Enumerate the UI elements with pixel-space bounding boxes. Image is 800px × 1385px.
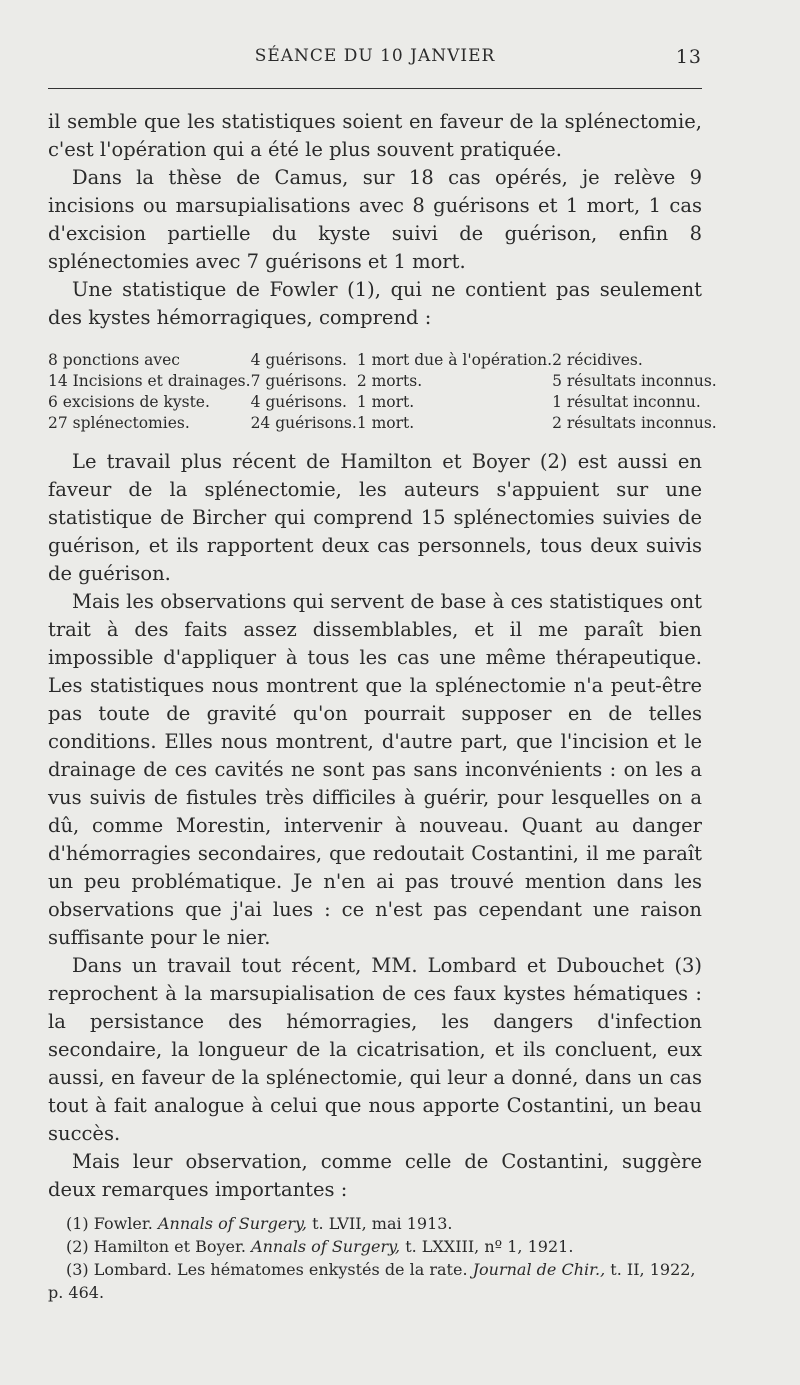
paragraph-4: Le travail plus récent de Hamilton et Boyer (2) est aussi en faveur de la splénectomie, les auteurs s'appuient sur une statistique de Bircher qui comprend 15 splénectomies suivies de guérison, et ils rapportent deux cas personnels, tous deux suivis de guérison. xyxy=(48,450,702,585)
running-head-title: SÉANCE DU 10 JANVIER xyxy=(254,46,496,66)
paragraph-5: Mais les observations qui servent de base à ces statistiques ont trait à des faits assez dissemblables, et il me paraît bien impossible d'appliquer à tous les cas une même thérapeutique. Les statistiques nous montrent que la splénectomie n'a peut-être pas toute de gravité qu'on pourrait supposer en de telles conditions. Elles nous montrent, d'autre part, que l'incision et le drainage de ces cavités ne sont pas sans inconvénients : on les a vus suivis de fistules très difficiles à guérir, pour lesquelles on a dû, comme Morestin, intervenir à nouveau. Quant au danger d'hémorragies secondaires, que redoutait Costantini, il me paraît un peu problématique. Je n'en ai pas trouvé mention dans les observations que j'ai lues : ce n'est pas cependant une raison suffisante pour le nier. xyxy=(48,590,702,949)
table-row xyxy=(48,413,717,434)
footnote-2-author: (2) Hamilton et Boyer. xyxy=(66,1237,246,1256)
paragraph-2: Dans la thèse de Camus, sur 18 cas opérés, je relève 9 incisions ou marsupialisations avec 8 guérisons et 1 mort, 1 cas d'excision partielle du kyste suivi de guérison, enfin 8 splénectomies avec 7 guérisons et 1 mort. xyxy=(48,166,702,273)
footnotes xyxy=(48,1212,702,1304)
footnote-1-details: t. LVII, mai 1913. xyxy=(312,1214,453,1233)
table-cell: 4 guérisons. xyxy=(250,351,347,369)
table-cell: 2 morts. xyxy=(356,372,423,390)
table-row xyxy=(48,392,717,413)
footnote-3-journal: Journal de Chir., xyxy=(472,1260,606,1279)
footnote-3-author: (3) Lombard. Les hématomes enkystés de la rate. xyxy=(66,1260,468,1279)
footnote-3-details: t. II, 1922, p. 464. xyxy=(48,1260,696,1302)
footnote-2 xyxy=(48,1235,702,1258)
table-cell: 5 résultats inconnus. xyxy=(552,372,717,390)
table-cell: 6 excisions de kyste. xyxy=(48,393,210,411)
page-number: 13 xyxy=(675,46,702,68)
footnote-1-journal: Annals of Surgery, xyxy=(157,1214,307,1233)
footnote-2-details: t. LXXIII, nº 1, 1921. xyxy=(405,1237,574,1256)
table-cell: 27 splénectomies. xyxy=(48,414,190,432)
paragraph-7: Mais leur observation, comme celle de Costantini, suggère deux remarques importantes : xyxy=(48,1150,702,1201)
table-cell: 1 mort due à l'opération. xyxy=(356,351,553,369)
fowler-statistics-table xyxy=(48,350,717,434)
paragraph-1: il semble que les statistiques soient en faveur de la splénectomie, c'est l'opération qui a été le plus souvent pratiquée. xyxy=(48,110,702,161)
paragraph-3: Une statistique de Fowler (1), qui ne contient pas seulement des kystes hémorragiques, comprend : xyxy=(48,278,702,329)
header-rule xyxy=(48,88,702,89)
running-head xyxy=(48,46,702,72)
table-cell: 1 mort. xyxy=(356,414,415,432)
footnote-1 xyxy=(48,1212,702,1235)
paragraph-6: Dans un travail tout récent, MM. Lombard et Dubouchet (3) reprochent à la marsupialisation de ces faux kystes hématiques : la persistance des hémorragies, les dangers d'infection secondaire, la longueur de la cicatrisation, et ils concluent, eux aussi, en faveur de la splénectomie, qui leur a donné, dans un cas tout à fait analogue à celui que nous apporte Costantini, un beau succès. xyxy=(48,954,702,1145)
table-cell: 1 résultat inconnu. xyxy=(552,393,701,411)
table-cell: 8 ponctions avec xyxy=(48,351,180,369)
table-cell: 1 mort. xyxy=(356,393,415,411)
footnote-1-author: (1) Fowler. xyxy=(66,1214,153,1233)
table-cell: 4 guérisons. xyxy=(250,393,347,411)
table-cell: 14 Incisions et drainages. xyxy=(48,372,251,390)
table-cell: 2 résultats inconnus. xyxy=(552,414,717,432)
table-row xyxy=(48,371,717,392)
body-text xyxy=(48,108,717,1204)
table-row xyxy=(48,350,717,371)
table-cell: 24 guérisons. xyxy=(250,414,357,432)
table-cell: 7 guérisons. xyxy=(250,372,347,390)
footnote-2-journal: Annals of Surgery, xyxy=(251,1237,401,1256)
footnote-3 xyxy=(48,1258,702,1304)
table-cell: 2 récidives. xyxy=(552,351,643,369)
